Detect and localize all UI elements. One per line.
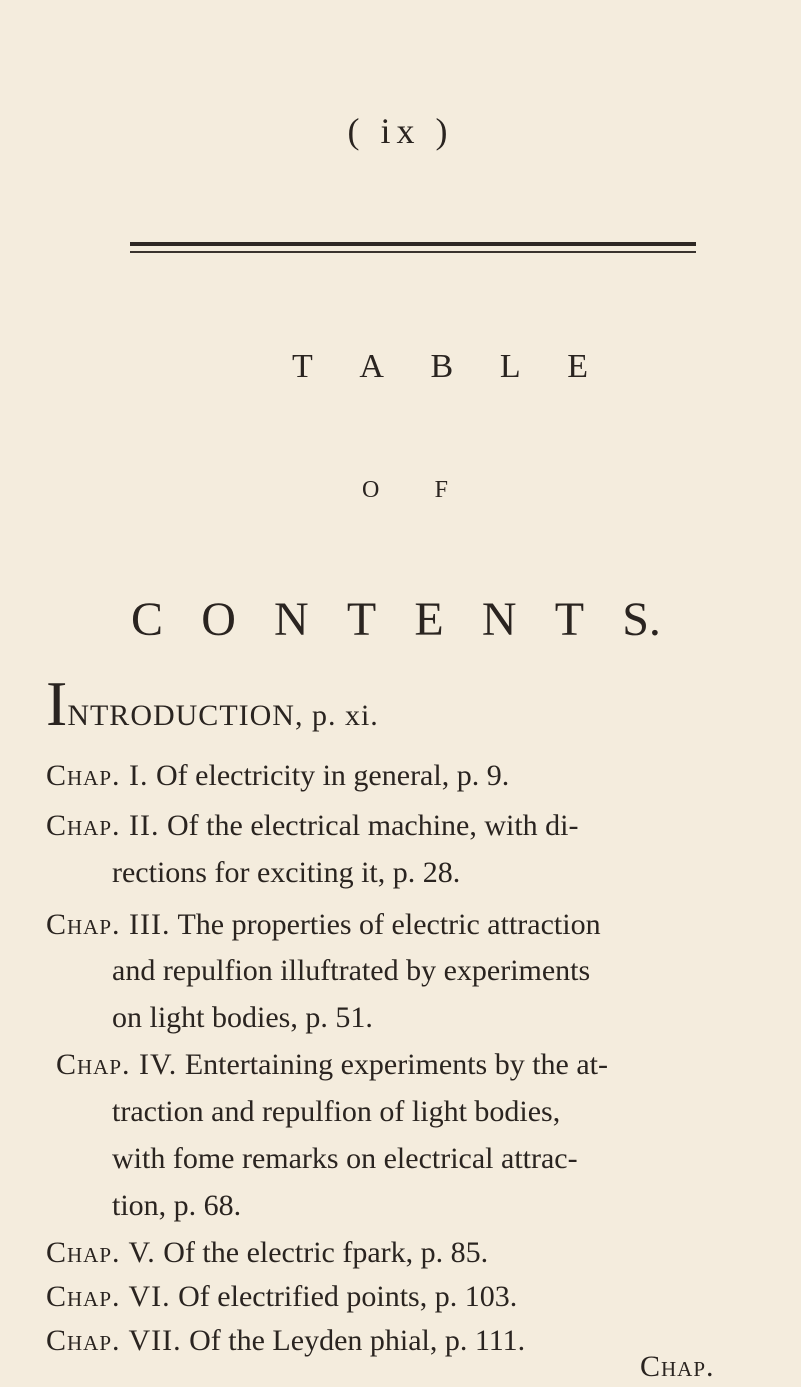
title-letter: E xyxy=(414,593,444,646)
toc-entry-line xyxy=(112,956,590,986)
toc-entry-text: Of the electrical machine, with di- xyxy=(159,809,579,842)
toc-entry-line xyxy=(112,1003,373,1033)
header-rule-thick xyxy=(130,242,696,246)
toc-entry-text: with fome remarks on electrical attrac- xyxy=(112,1142,578,1175)
toc-entry-text: NTRODUCTION, p. xi. xyxy=(67,699,379,732)
page-number: ( ix ) xyxy=(347,111,454,151)
title-letter: O xyxy=(201,593,236,646)
toc-entry-introduction xyxy=(46,668,379,739)
toc-entry-line xyxy=(112,1191,241,1221)
toc-entry-text: traction and repulfion of light bodies, xyxy=(112,1095,561,1128)
toc-entry-line xyxy=(46,1282,517,1312)
catchword: Chap. xyxy=(640,1350,715,1383)
chapter-label: Chap. III. xyxy=(46,908,171,941)
toc-entry-text: rections for exciting it, p. 28. xyxy=(112,856,461,889)
chapter-label: Chap. VII. xyxy=(46,1324,182,1357)
title-letter: S. xyxy=(622,593,661,646)
title-letter: L xyxy=(499,348,521,385)
toc-entry-text: on light bodies, p. 51. xyxy=(112,1001,373,1034)
toc-entry-text: Of electrified points, p. 103. xyxy=(170,1280,518,1313)
toc-entry-text: and repulfion illuftrated by experiments xyxy=(112,954,591,987)
chapter-label: Chap. VI. xyxy=(46,1280,171,1313)
toc-entry-line xyxy=(112,1144,578,1174)
toc-entry-line xyxy=(56,1050,608,1080)
title-letter: T xyxy=(292,348,313,385)
title-letter: E xyxy=(567,348,588,385)
title-letter: A xyxy=(359,348,384,385)
toc-entry-text: Of electricity in general, p. 9. xyxy=(148,759,510,792)
title-letter: T xyxy=(554,593,585,646)
toc-entry-text: The properties of electric attraction xyxy=(170,908,601,941)
toc-entry-text: Of the electric fpark, p. 85. xyxy=(155,1236,489,1269)
toc-entry-line xyxy=(46,761,509,791)
toc-entry-text: Of the Leyden phial, p. 111. xyxy=(181,1324,526,1357)
chapter-label: Chap. V. xyxy=(46,1236,156,1269)
toc-entry-line xyxy=(112,858,460,888)
chapter-label: Chap. IV. xyxy=(56,1048,178,1081)
toc-entry-line xyxy=(46,811,579,841)
title-letter: O xyxy=(362,477,380,503)
title-contents xyxy=(131,592,661,647)
drop-initial: I xyxy=(46,668,68,739)
toc-entry-line xyxy=(112,1097,560,1127)
title-letter: N xyxy=(481,593,517,646)
toc-entry-text: Entertaining experiments by the at- xyxy=(177,1048,609,1081)
chapter-label: Chap. I. xyxy=(46,759,149,792)
toc-entry-line xyxy=(46,1326,525,1356)
title-letter: T xyxy=(346,593,377,646)
toc-entry-text: tion, p. 68. xyxy=(112,1189,242,1222)
chapter-label: Chap. II. xyxy=(46,809,160,842)
title-table xyxy=(292,348,588,386)
title-letter: F xyxy=(434,477,448,503)
toc-entry-line xyxy=(46,1238,488,1268)
header-rule-thin xyxy=(130,251,696,253)
title-letter: C xyxy=(131,593,164,646)
toc-entry-line xyxy=(46,910,601,940)
title-letter: B xyxy=(430,348,454,385)
title-letter: N xyxy=(274,593,309,646)
title-of xyxy=(362,477,448,504)
